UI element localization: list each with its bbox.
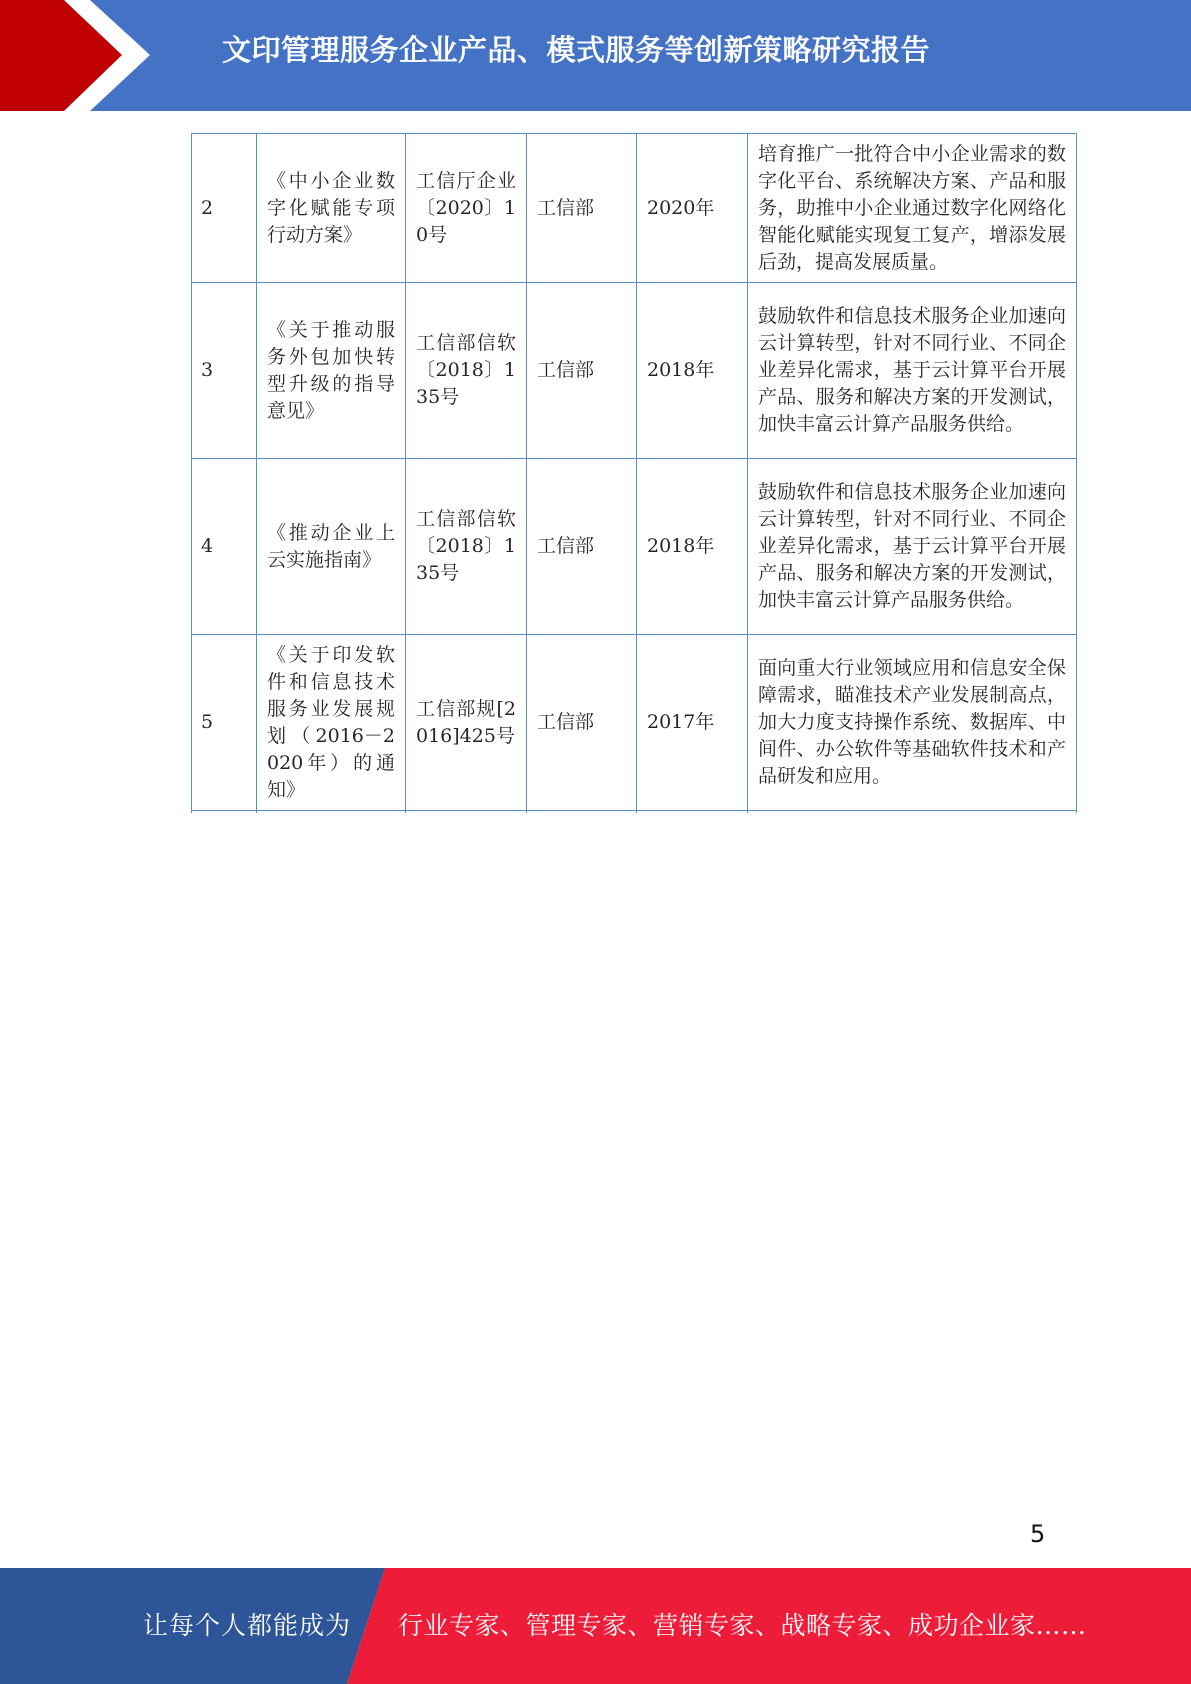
document-number: 工信部信软〔2018〕135号 — [406, 459, 527, 635]
table-row — [192, 134, 1077, 283]
empty-cell — [406, 811, 527, 814]
page-header — [0, 0, 1191, 111]
row-index: 4 — [192, 459, 257, 635]
issuing-body: 工信部 — [527, 283, 637, 459]
document-number: 工信部规[2016]425号 — [406, 635, 527, 811]
policy-name: 《关于推动服务外包加快转型升级的指导意见》 — [257, 283, 406, 459]
policy-name: 《推动企业上云实施指南》 — [257, 459, 406, 635]
issue-year: 2017年 — [637, 635, 748, 811]
page-number: 5 — [1030, 1520, 1046, 1548]
document-number: 工信部信软〔2018〕135号 — [406, 283, 527, 459]
empty-cell — [257, 811, 406, 814]
policy-name: 《中小企业数字化赋能专项行动方案》 — [257, 134, 406, 283]
empty-cell — [527, 811, 637, 814]
row-index: 5 — [192, 635, 257, 811]
empty-cell — [748, 811, 1077, 814]
footer-slogan-left: 让每个人都能成为 — [143, 1611, 352, 1640]
policy-description: 培育推广一批符合中小企业需求的数字化平台、系统解决方案、产品和服务，助推中小企业通过数字化网络化智能化赋能实现复工复产，增添发展后劲，提高发展质量。 — [748, 134, 1077, 283]
page-footer — [0, 1568, 1191, 1684]
header-chevron-decoration — [0, 0, 260, 111]
policy-name: 《关于印发软件和信息技术服务业发展规划（2016－2020年）的通知》 — [257, 635, 406, 811]
policy-description: 面向重大行业领域应用和信息安全保障需求，瞄准技术产业发展制高点，加大力度支持操作系统、数据库、中间件、办公软件等基础软件技术和产品研发和应用。 — [748, 635, 1077, 811]
document-number: 工信厅企业〔2020〕10号 — [406, 134, 527, 283]
report-title: 文印管理服务企业产品、模式服务等创新策略研究报告 — [222, 33, 931, 67]
empty-cell — [192, 811, 257, 814]
table-row-continuation — [192, 811, 1077, 814]
issue-year: 2020年 — [637, 134, 748, 283]
empty-cell — [637, 811, 748, 814]
row-index: 3 — [192, 283, 257, 459]
footer-slogan-right: 行业专家、管理专家、营销专家、战略专家、成功企业家…… — [398, 1611, 1087, 1640]
policy-table — [191, 133, 1077, 813]
row-index: 2 — [192, 134, 257, 283]
policy-description: 鼓励软件和信息技术服务企业加速向云计算转型，针对不同行业、不同企业差异化需求，基于云计算平台开展产品、服务和解决方案的开发测试，加快丰富云计算产品服务供给。 — [748, 283, 1077, 459]
issuing-body: 工信部 — [527, 635, 637, 811]
table-row — [192, 459, 1077, 635]
issue-year: 2018年 — [637, 283, 748, 459]
issuing-body: 工信部 — [527, 459, 637, 635]
table-row — [192, 635, 1077, 811]
table-row — [192, 283, 1077, 459]
issuing-body: 工信部 — [527, 134, 637, 283]
policy-description: 鼓励软件和信息技术服务企业加速向云计算转型，针对不同行业、不同企业差异化需求，基于云计算平台开展产品、服务和解决方案的开发测试，加快丰富云计算产品服务供给。 — [748, 459, 1077, 635]
issue-year: 2018年 — [637, 459, 748, 635]
